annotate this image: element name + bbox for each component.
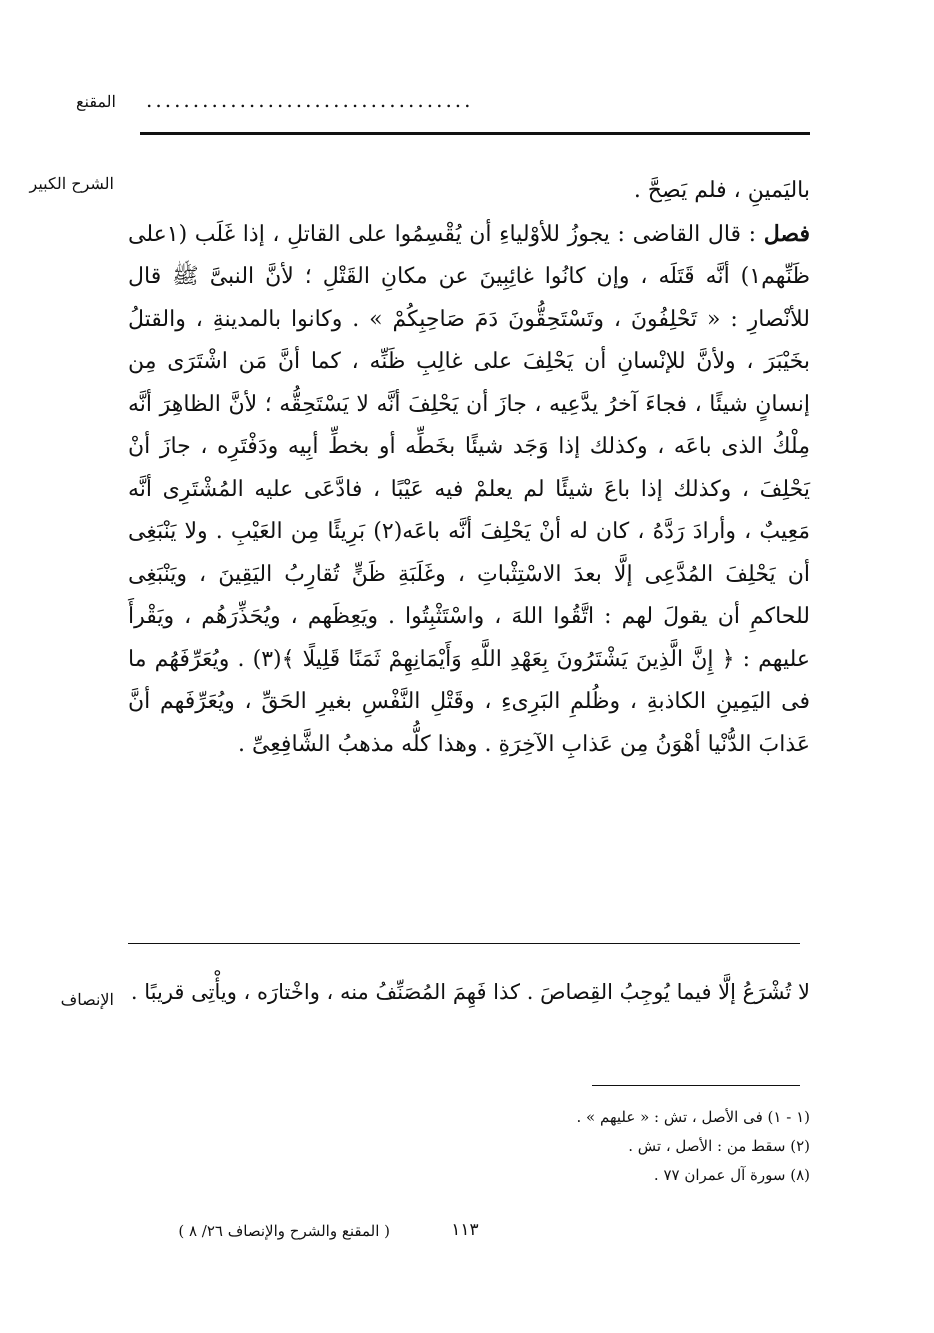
header-dotted-leader: ................................... (146, 88, 474, 112)
side-label-sharh: الشرح الكبير (29, 174, 114, 193)
header-rule (140, 132, 810, 135)
footnote-divider (592, 1085, 800, 1086)
page-number: ١١٣ (451, 1220, 479, 1240)
header-title: المقنع (75, 92, 116, 111)
footnote-item: (١ - ١) فى الأصل ، تش : « عليهم » . (576, 1108, 810, 1126)
footnotes (430, 1103, 810, 1190)
insaf-body: لا تُشْرَعُ إلَّا فيما يُوجِبُ القِصاصَ . كذا فَهِمَ المُصَنِّفُ منه ، واخْتارَه ، ويأْتِى قريبًا . (130, 980, 810, 1004)
section-text: : قال القاضى : يجوزُ للأوْلياءِ أن يُقْسِمُوا على القاتلِ ، إذا غَلَب (١على ظَنِّهم١) أنَّه قَتَلَه ، وإن كانُوا غائِبِينَ عن مكانِ القَتْلِ ؛ لأنَّ النبىَّ ﷺ قال للأنْصارِ : « تَحْلِفُونَ ، وتَسْتَحِقُّونَ دَمَ صَاحِبِكُمْ » . وكانوا بالمدينةِ ، والقتلُ بخَيْبَرَ ، ولأنَّ للإنْسانِ أن يَحْلِفَ على غالِبِ ظَنِّه ، كما أنَّ مَن اشْتَرَى مِن إنسانٍ شيئًا ، فجاءَ آخرُ يدَّعِيه ، جازَ أن يَحْلِفَ أنَّه لا يَسْتَحِقُّه ؛ لأنَّ الظاهِرَ أنَّه مِلْكُ الذى باعَه ، وكذلك إذا وَجَد شيئًا بخَطِّه أو بخطِّ أبِيه ودَفْتَرِه ، جازَ أنْ يَحْلِفَ ، وكذلك إذا باعَ شيئًا لم يعلمْ فيه عَيْبًا ، فادَّعَى عليه المُشْتَرِى أنَّه مَعِيبٌ ، وأرادَ رَدَّهُ ، كان له أنْ يَحْلِفَ أنَّه باعَه(٢) بَرِيئًا مِن العَيْبِ . ولا يَنْبَغِى أن يَحْلِفَ المُدَّعِى إلَّا بعدَ الاسْتِثْباتِ ، وغَلَبَةِ ظَنٍّ تُقارِبُ اليَقِينَ ، ويَنْبَغِى للحاكمِ أن يقولَ لهم : اتَّقُوا اللهَ ، واسْتَثْبِتُوا . ويَعِظَهم ، ويُحَذِّرَهُم ، ويَقْرأَ عليهم : ﴿ إِنَّ الَّذِينَ يَشْتَرُونَ بِعَهْدِ اللَّهِ وَأَيْمَانِهِمْ ثَمَنًا قَلِيلًا ﴾(٣) . ويُعَرِّفَهُم ما فى اليَمِينِ الكاذبةِ ، وظُلمِ البَرِىءِ ، وقَتْلِ النَّفْسِ بغيرِ الحَقِّ ، ويُعَرِّفَهم أنَّ عَذابَ الدُّنْيا أهْوَنُ مِن عَذابِ الآخِرَةِ . وهذا كلُّه مذهبُ الشَّافِعِىِّ . (128, 221, 811, 757)
main-body (128, 170, 810, 766)
main-first-line: باليَمينِ ، فلم يَصِحَّ . (633, 178, 810, 203)
main-section (128, 213, 810, 767)
side-label-insaf: الإنصاف (60, 990, 114, 1009)
section-lead: فصل (763, 220, 810, 247)
section-divider (128, 943, 800, 944)
footnote-item: (٢) سقط من : الأصل ، تش . (628, 1137, 810, 1155)
footnote-item: (٨) سورة آل عمران ٧٧ . (653, 1166, 810, 1184)
volume-reference: ( المقنع والشرح والإنصاف ٢٦/ ٨ ) (178, 1222, 390, 1240)
